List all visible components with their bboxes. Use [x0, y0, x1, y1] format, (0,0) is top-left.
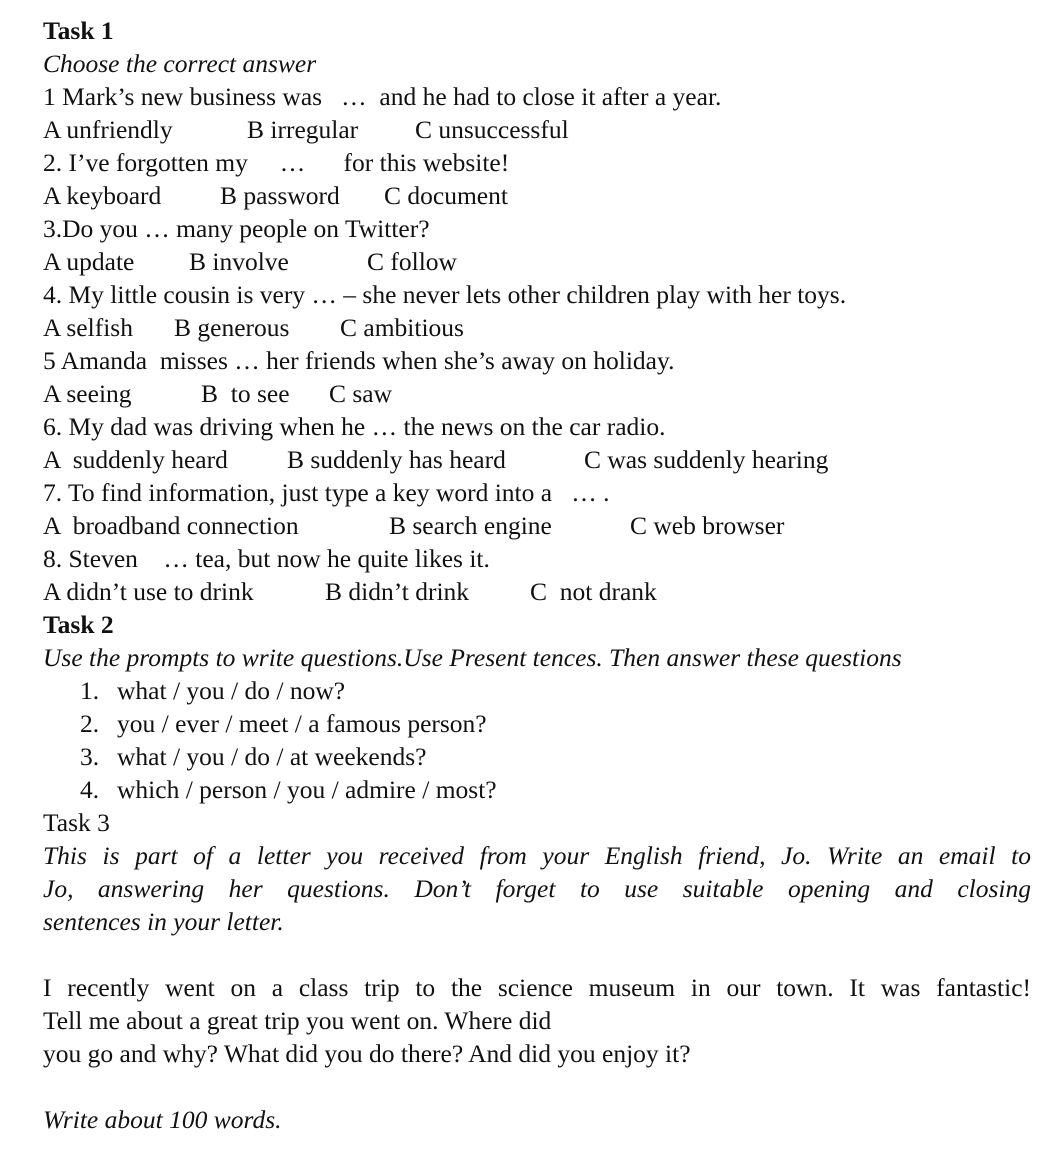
list-item — [43, 674, 1033, 707]
q2-option-c[interactable]: C document — [384, 181, 508, 210]
item-text: you / ever / meet / a famous person? — [117, 709, 487, 738]
question-4-stem: 4. My little cousin is very … – she never lets other children play with her toys. — [43, 280, 847, 309]
q8-option-c[interactable]: C not drank — [530, 577, 657, 606]
question-7-options — [43, 509, 1033, 542]
q1-option-b[interactable]: B irregular — [247, 115, 359, 144]
q7-option-c[interactable]: C web browser — [630, 511, 785, 540]
word-count-note: Write about 100 words. — [43, 1105, 282, 1134]
q3-option-a[interactable]: A update — [43, 247, 135, 276]
list-item — [43, 740, 1033, 773]
letter-line-1: I recently went on a class trip to the science museum in our town. It was fantastic! — [43, 973, 1031, 1002]
question-1-stem: 1 Mark’s new business was … and he had to close it after a year. — [43, 82, 722, 111]
question-2-options — [43, 179, 1033, 212]
question-5-stem: 5 Amanda misses … her friends when she’s away on holiday. — [43, 346, 675, 375]
item-number: 1. — [80, 676, 100, 705]
question-2-stem: 2. I’ve forgotten my … for this website! — [43, 148, 510, 177]
q3-option-c[interactable]: C follow — [367, 247, 457, 276]
q1-option-c[interactable]: C unsuccessful — [415, 115, 569, 144]
item-number: 3. — [80, 742, 100, 771]
spacer — [43, 938, 1033, 971]
question-6-stem: 6. My dad was driving when he … the news on the car radio. — [43, 412, 666, 441]
question-5-options — [43, 377, 1033, 410]
q6-option-b[interactable]: B suddenly has heard — [287, 445, 506, 474]
question-1-options — [43, 113, 1033, 146]
q4-option-b[interactable]: B generous — [174, 313, 290, 342]
task1-heading: Task 1 — [43, 16, 114, 45]
q7-option-b[interactable]: B search engine — [389, 511, 552, 540]
q3-option-b[interactable]: B involve — [189, 247, 289, 276]
question-8-options — [43, 575, 1033, 608]
spacer — [43, 1070, 1033, 1103]
worksheet — [43, 14, 1033, 1136]
q6-option-c[interactable]: C was suddenly hearing — [584, 445, 829, 474]
item-text: what / you / do / now? — [117, 676, 346, 705]
task1-instruction: Choose the correct answer — [43, 49, 317, 78]
q5-option-c[interactable]: C saw — [329, 379, 393, 408]
task3-instruction-line-2: Jo, answering her questions. Don’t forget to use suitable opening and closing — [43, 874, 1031, 903]
list-item — [43, 773, 1033, 806]
q8-option-a[interactable]: A didn’t use to drink — [43, 577, 254, 606]
question-7-stem: 7. To find information, just type a key word into a … . — [43, 478, 610, 507]
q6-option-a[interactable]: A suddenly heard — [43, 445, 228, 474]
q8-option-b[interactable]: B didn’t drink — [325, 577, 470, 606]
q2-option-a[interactable]: A keyboard — [43, 181, 162, 210]
question-6-options — [43, 443, 1033, 476]
question-3-options — [43, 245, 1033, 278]
task2-heading: Task 2 — [43, 610, 114, 639]
question-8-stem: 8. Steven … tea, but now he quite likes it. — [43, 544, 490, 573]
q1-option-a[interactable]: A unfriendly — [43, 115, 173, 144]
list-item — [43, 707, 1033, 740]
task3-instruction-line-1: This is part of a letter you received from your English friend, Jo. Write an email to — [43, 841, 1031, 870]
task2-instruction: Use the prompts to write questions.Use Present tences. Then answer these questions — [43, 643, 902, 672]
task2-prompt-list — [43, 674, 1033, 806]
question-3-stem: 3.Do you … many people on Twitter? — [43, 214, 430, 243]
item-text: which / person / you / admire / most? — [117, 775, 497, 804]
question-4-options — [43, 311, 1033, 344]
q5-option-b[interactable]: B to see — [201, 379, 290, 408]
q4-option-c[interactable]: C ambitious — [340, 313, 464, 342]
item-number: 2. — [80, 709, 100, 738]
task3-heading: Task 3 — [43, 808, 110, 837]
item-number: 4. — [80, 775, 100, 804]
q2-option-b[interactable]: B password — [220, 181, 340, 210]
q5-option-a[interactable]: A seeing — [43, 379, 132, 408]
letter-line-3: you go and why? What did you do there? And did you enjoy it? — [43, 1039, 691, 1068]
q7-option-a[interactable]: A broadband connection — [43, 511, 299, 540]
q4-option-a[interactable]: A selfish — [43, 313, 133, 342]
item-text: what / you / do / at weekends? — [117, 742, 427, 771]
task3-instruction-line-3: sentences in your letter. — [43, 907, 284, 936]
letter-line-2: Tell me about a great trip you went on. Where did — [43, 1006, 552, 1035]
